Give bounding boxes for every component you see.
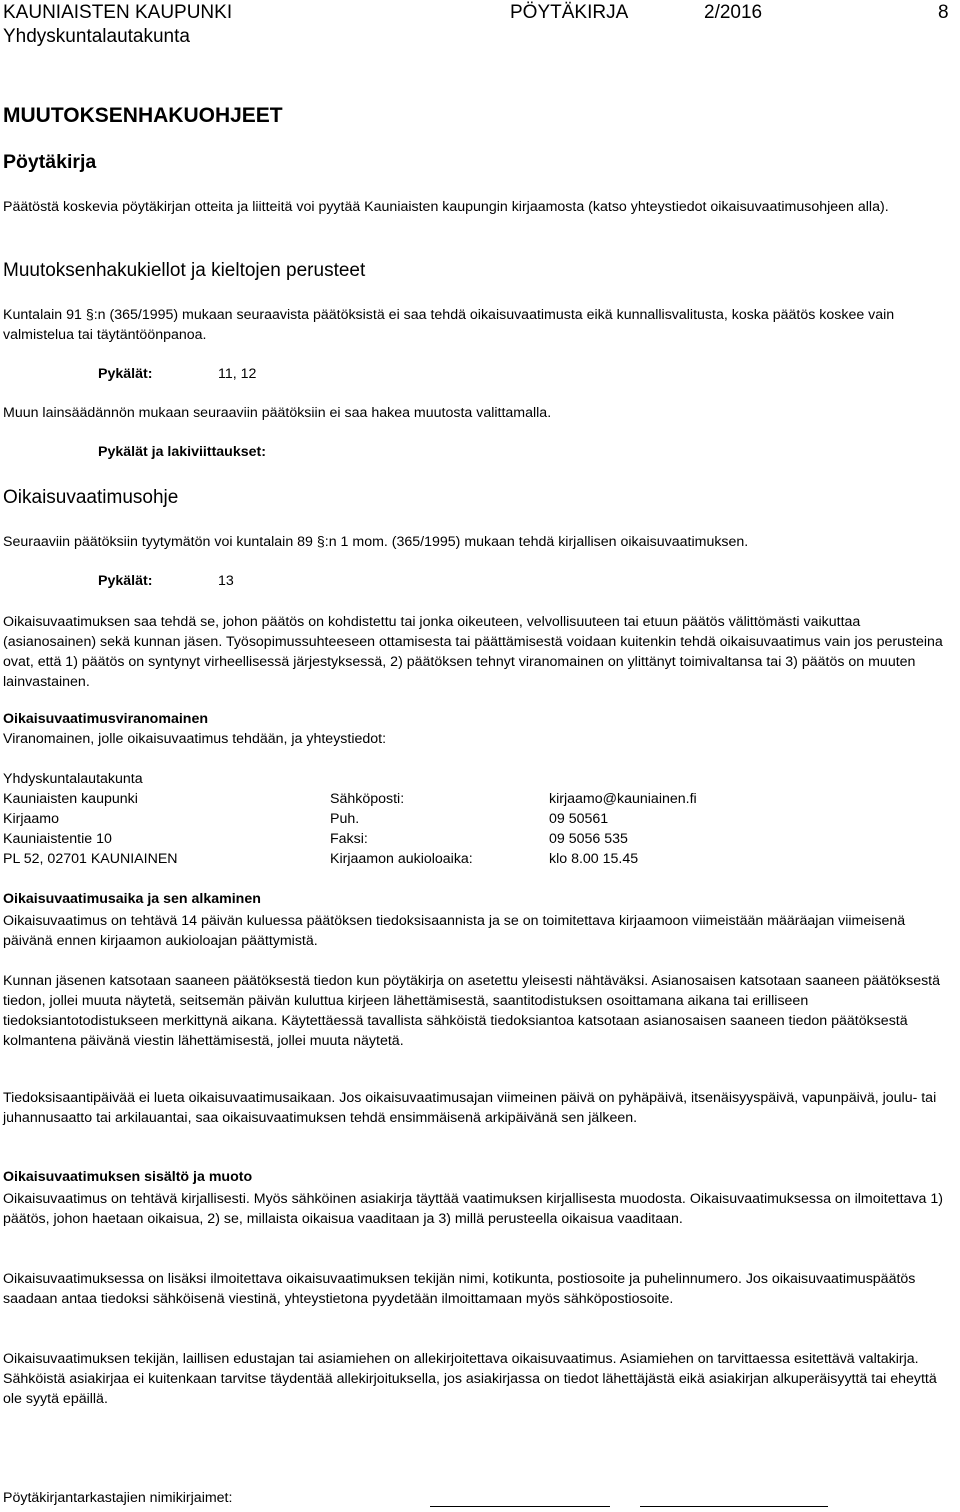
contact-hours-label: Kirjaamon aukioloaika: — [330, 851, 473, 867]
oikaisu-intro: Seuraaviin päätöksiin tyytymätön voi kuntalain 89 §:n 1 mom. (365/1995) mukaan tehdä kirjallisen oikaisuvaatimuksen. — [3, 534, 749, 550]
header-doc-type: PÖYTÄKIRJA — [510, 2, 629, 23]
contact-address-line: Kauniaisten kaupunki — [3, 791, 138, 807]
pykalat-label: Pykälät: — [98, 366, 153, 382]
aika-heading: Oikaisuvaatimusaika ja sen alkaminen — [3, 891, 261, 907]
sisalto-heading: Oikaisuvaatimuksen sisältö ja muoto — [3, 1169, 253, 1185]
initials-line-1 — [430, 1506, 610, 1507]
initials-line-2 — [640, 1506, 828, 1507]
contact-email-label: Sähköposti: — [330, 791, 405, 807]
contact-address-line: Kirjaamo — [3, 811, 59, 827]
oikaisu-heading: Oikaisuvaatimusohje — [3, 487, 179, 508]
page-number: 8 — [938, 2, 949, 23]
poytakirja-text: Päätöstä koskevia pöytäkirjan otteita ja liitteitä voi pyytää Kauniaisten kaupungin kirjaamosta (katso yhteystiedot oikaisuvaatimusohjeen alla). — [3, 199, 889, 215]
poytakirja-heading: Pöytäkirja — [3, 151, 97, 173]
header-doc-number: 2/2016 — [704, 2, 763, 23]
page-title: MUUTOKSENHAKUOHJEET — [3, 104, 283, 127]
muun-lainsaadannon-text: Muun lainsäädännön mukaan seuraaviin päätöksiin ei saa hakea muutosta valittamalla. — [3, 405, 552, 421]
contact-phone: 09 50561 — [549, 811, 609, 827]
aika-paragraph-2: Kunnan jäsenen katsotaan saaneen päätöksestä tiedon kun pöytäkirja on asetettu yleisesti nähtäväksi. Asianosaisen katsotaan saaneen päätöksestä tiedon, jollei muuta näytetä, seitsemän päivän kuluttua kirjeen lähettämisestä, saantitodistuksen osoittamana aikana tai erilliseen tiedoksiantotodistukseen merkittynä aikana. Käytettäessä tavallista sähköistä tiedoksiantoa katsotaan asianosaisen saaneen tiedon päätöksestä kolmantena päivänä viestin lähettämisestä, jollei muuta näytetä. — [3, 973, 941, 1049]
pykalat-value: 11, 12 — [218, 366, 257, 382]
sisalto-paragraph-2: Oikaisuvaatimuksessa on lisäksi ilmoitettava oikaisuvaatimuksen tekijän nimi, kotikunta, postiosoite ja puhelinnumero. Jos oikaisuvaatimuspäätös saadaan antaa tiedoksi sähköisenä viestinä, yhteystietona pyydetään ilmoittamaan myös sähköpostiosoite. — [3, 1271, 916, 1307]
contact-phone-label: Puh. — [330, 811, 360, 827]
header-committee: Yhdyskuntalautakunta — [3, 26, 190, 47]
sisalto-paragraph-3: Oikaisuvaatimuksen tekijän, laillisen edustajan tai asiamiehen on allekirjoitettava oikaisuvaatimus. Asiamiehen on tarvittaessa esitettävä valtakirja. Sähköistä asiakirjaa ei kuitenkaan tarvitse täydentää allekirjoituksella, jos asiakirjassa on tiedot lähettäjästä eikä asiakirjan alkuperäisyyttä tai eheyttä ole syytä epäillä. — [3, 1351, 937, 1407]
contact-fax-label: Faksi: — [330, 831, 368, 847]
viranomainen-text: Viranomainen, jolle oikaisuvaatimus tehdään, ja yhteystiedot: — [3, 731, 387, 747]
aika-paragraph-3: Tiedoksisaantipäivää ei lueta oikaisuvaatimusaikaan. Jos oikaisuvaatimusajan viimeinen päivä on pyhäpäivä, itsenäisyyspäivä, vapunpäivä, joulu- tai juhannusaatto tai arkilauantai, saa oikaisuvaatimuksen tehdä ensimmäisenä arkipäivänä sen jälkeen. — [3, 1090, 937, 1126]
kiellot-heading: Muutoksenhakukiellot ja kieltojen perusteet — [3, 260, 366, 281]
contact-address-line: PL 52, 02701 KAUNIAINEN — [3, 851, 178, 867]
oikaisu-pykalat-label: Pykälät: — [98, 573, 153, 589]
contact-email: kirjaamo@kauniainen.fi — [549, 791, 697, 807]
viranomainen-heading: Oikaisuvaatimusviranomainen — [3, 711, 209, 727]
kiellot-text: Kuntalain 91 §:n (365/1995) mukaan seuraavista päätöksistä ei saa tehdä oikaisuvaatimusta eikä kunnallisvalitusta, koska päätös koskee vain valmistelua tai täytäntöönpanoa. — [3, 307, 895, 343]
oikaisu-text: Oikaisuvaatimuksen saa tehdä se, johon päätös on kohdistettu tai jonka oikeuteen, velvollisuuteen tai etuun päätös välittömästi vaikuttaa (asianosainen) sekä kunnan jäsen. Työsopimussuhteeseen ottamisesta tai päättämisestä voidaan kuitenkin tehdä oikaisuvaatimus vain jos perusteina ovat, että 1) päätös on syntynyt virheellisessä järjestyksessä, 2) päätöksen tehnyt viranomainen on ylittänyt toimivaltansa tai 3) päätös on muuten lainvastainen. — [3, 614, 943, 690]
contact-hours: klo 8.00 15.45 — [549, 851, 639, 867]
initials-label: Pöytäkirjantarkastajien nimikirjaimet: — [3, 1490, 233, 1506]
lakiviittaukset-label: Pykälät ja lakiviittaukset: — [98, 444, 266, 460]
oikaisu-pykalat-value: 13 — [218, 573, 234, 589]
sisalto-paragraph-1: Oikaisuvaatimus on tehtävä kirjallisesti. Myös sähköinen asiakirja täyttää vaatimuksen kirjallisesta muodosta. Oikaisuvaatimuksessa on ilmoitettava 1) päätös, johon haetaan oikaisua, 2) se, millaista oikaisua vaaditaan ja 3) millä perusteella oikaisua vaaditaan. — [3, 1191, 943, 1227]
aika-paragraph-1: Oikaisuvaatimus on tehtävä 14 päivän kuluessa päätöksen tiedoksisaannista ja se on toimitettava kirjaamoon viimeistään määräajan viimeisenä päivänä ennen kirjaamon aukioloajan päättymistä. — [3, 913, 906, 949]
header-org: KAUNIAISTEN KAUPUNKI — [3, 2, 233, 23]
contact-address-line: Kauniaistentie 10 — [3, 831, 112, 847]
contact-fax: 09 5056 535 — [549, 831, 628, 847]
viranomainen-name: Yhdyskuntalautakunta — [3, 771, 143, 787]
